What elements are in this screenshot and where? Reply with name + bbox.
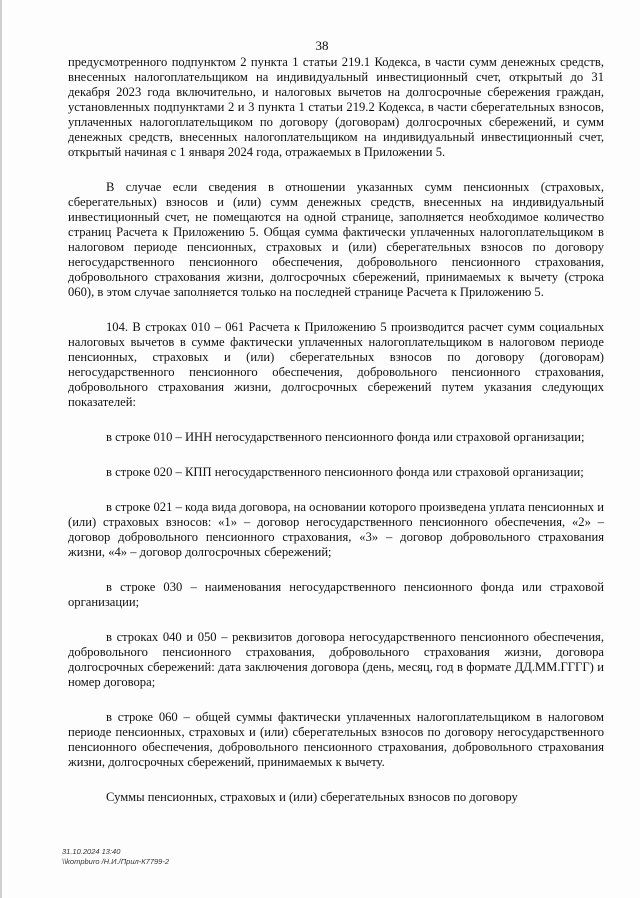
list-item-line-020: в строке 020 – КПП негосударственного пенсионного фонда или страховой организации; bbox=[106, 465, 584, 479]
list-item-line-030: в строке 030 – наименования негосударственного пенсионного фонда или страховой организации; bbox=[68, 580, 604, 609]
paragraph-continuation: предусмотренного подпунктом 2 пункта 1 статьи 219.1 Кодекса, в части сумм денежных средств, внесенных налогоплательщиком на индивидуальный инвестиционный счет, открытый до 31 декабря 2023 года включительно, и налоговых вычетов на долгосрочные сбережения граждан, установленных подпунктами 2 и 3 пункта 1 статьи 219.2 Кодекса, в части сберегательных взносов, уплаченных налогоплательщиком по договору (договорам) долгосрочных сбережений, и сумм денежных средств, внесенных налогоплательщиком на индивидуальный инвестиционный счет, открытый начиная с 1 января 2024 года, отражаемых в Приложении 5. bbox=[68, 55, 604, 159]
paragraph-trailing: Суммы пенсионных, страховых и (или) сберегательных взносов по договору bbox=[106, 790, 518, 804]
list-item-line-021: в строке 021 – кода вида договора, на основании которого произведена уплата пенсионных и (или) страховых взносов: «1» – договор негосударственного пенсионного обеспечения, «2» – договор добровольного пенсионного страхования, «3» – договор добровольного страхования жизни, «4» – договор долгосрочных сбережений; bbox=[68, 500, 604, 559]
list-item-line-060: в строке 060 – общей суммы фактически уплаченных налогоплательщиком в налоговом периоде пенсионных, страховых и (или) сберегательных взносов по договору негосударственного пенсионного обеспечения, добровольного пенсионного страхования, добровольного страхования жизни, долгосрочных сбережений, принимаемых к вычету. bbox=[68, 710, 604, 769]
document-body bbox=[68, 55, 604, 825]
footer-timestamp: 31.10.2024 13:40 bbox=[62, 847, 121, 856]
page-number: 38 bbox=[315, 38, 329, 53]
paragraph-104: 104. В строках 010 – 061 Расчета к Приложению 5 производится расчет сумм социальных налоговых вычетов в сумме фактически уплаченных налогоплательщиком в налоговом периоде пенсионных, страховых и (или) сберегательных взносов по договору (договорам) негосударственного пенсионного обеспечения, добровольного пенсионного страхования, добровольного страхования жизни, долгосрочных сбережений путем указания следующих показателей: bbox=[68, 320, 604, 409]
footer-stamp bbox=[62, 847, 169, 867]
list-item-line-010: в строке 010 – ИНН негосударственного пенсионного фонда или страховой организации; bbox=[106, 430, 585, 444]
paragraph-pages-note: В случае если сведения в отношении указанных сумм пенсионных (страховых, сберегательных) взносов и (или) сумм денежных средств, внесенных на индивидуальный инвестиционный счет, не помещаются на одной странице, заполняется необходимое количество страниц Расчета к Приложению 5. Общая сумма фактически уплаченных налогоплательщиком в налоговом периоде пенсионных, страховых и (или) сберегательных взносов по договору негосударственного пенсионного обеспечения, добровольного пенсионного страхования, добровольного страхования жизни, долгосрочных сбережений, принимаемых к вычету (строка 060), в этом случае заполняется только на последней странице Расчета к Приложению 5. bbox=[68, 180, 604, 299]
list-item-lines-040-050: в строках 040 и 050 – реквизитов договора негосударственного пенсионного обеспечения, добровольного пенсионного страхования, добровольного страхования жизни, договора долгосрочных сбережений: дата заключения договора (день, месяц, год в формате ДД.ММ.ГГГГ) и номер договора; bbox=[68, 630, 604, 689]
footer-file-path: \\kompburo /Н.И./Прил-К7799-2 bbox=[62, 857, 169, 866]
